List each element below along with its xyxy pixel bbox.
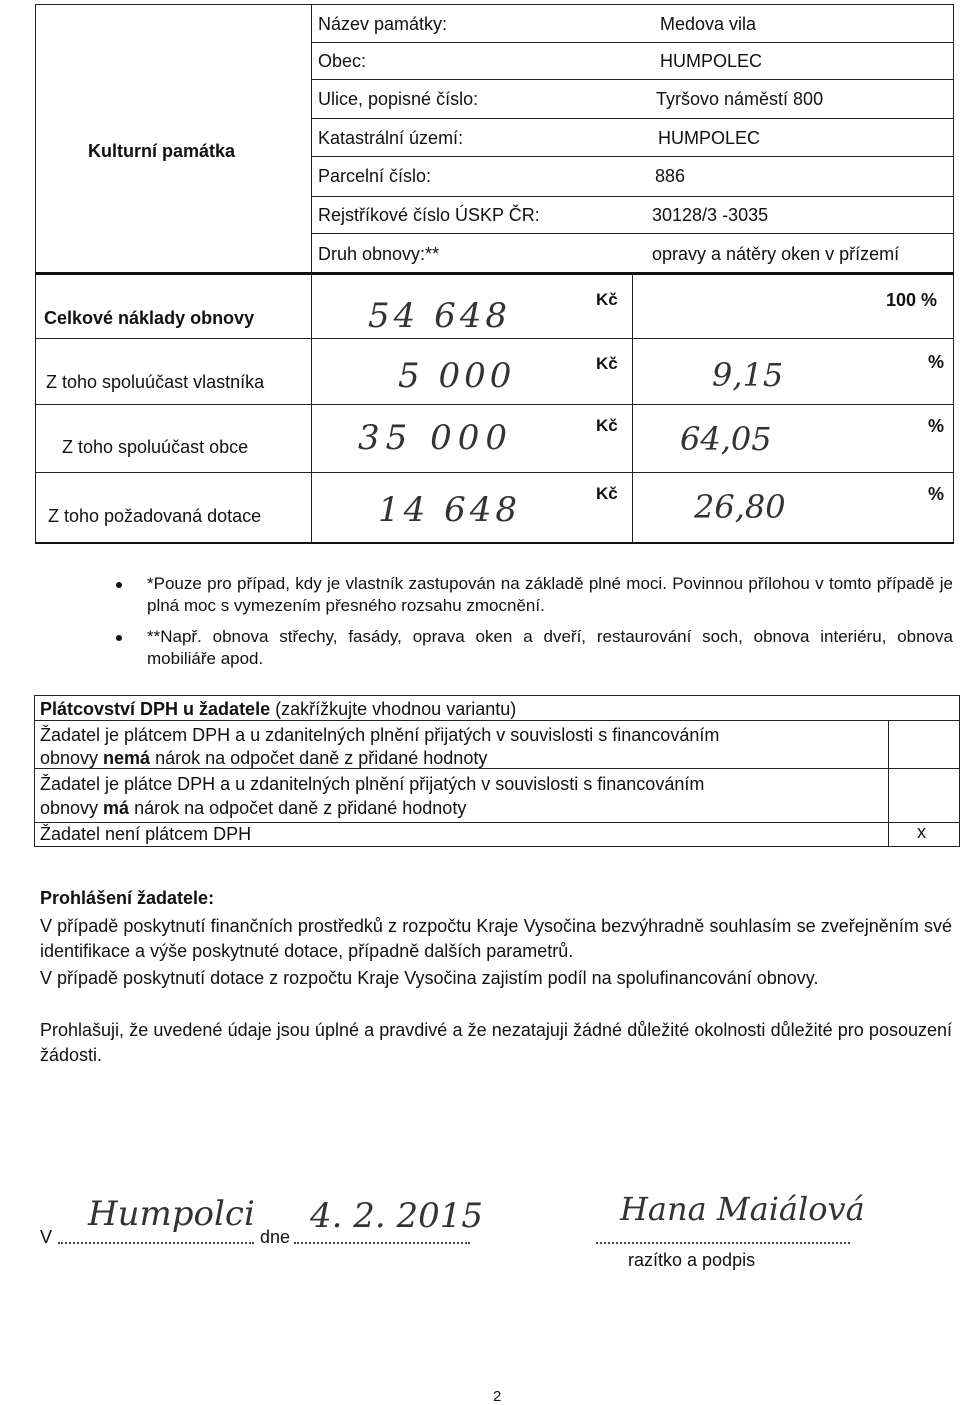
vat-option1-bold: nemá [103, 748, 151, 768]
vat-option1-post: nárok na odpočet daně z přidané hodnoty [150, 748, 488, 768]
value-katastr: HUMPOLEC [658, 128, 761, 148]
bullet-icon [116, 635, 122, 641]
vat-option2-line1: Žadatel je plátce DPH a u zdanitelných plnění přijatých v souvislosti s financováním [40, 774, 705, 794]
vat-option1-line1: Žadatel je plátcem DPH a u zdanitelných plnění přijatých v souvislosti s financováním [40, 725, 720, 745]
percent-municipality: 64,05 [680, 420, 772, 458]
cost-amount-owner: 5 000 [398, 356, 516, 396]
declaration-paragraph-2: V případě poskytnutí dotace z rozpočtu Kraje Vysočina zajistím podíl na spolufinancování obnovy. [40, 968, 819, 988]
vat-option-no-deduction[interactable] [40, 724, 886, 770]
note-proxy: *Pouze pro případ, kdy je vlastník zastupován na základě plné moci. Povinnou přílohou v tomto případě je plná moc s vymezením přesného rozsahu zmocnění. [147, 574, 953, 615]
percent-sign-subsidy: % [928, 484, 945, 504]
stamp-label: razítko a podpis [628, 1250, 756, 1270]
value-rejstrik: 30128/3 -3035 [652, 205, 769, 225]
note-renovation-types: **Např. obnova střechy, fasády, oprava oken a dveří, restaurování soch, obnova interiéru, obnova mobiliáře apod. [147, 627, 953, 668]
vat-option-non-payer-checkmark[interactable]: x [917, 822, 926, 842]
percent-total: 100 % [886, 290, 938, 310]
vat-option-non-payer[interactable]: Žadatel není plátcem DPH [40, 824, 252, 844]
currency-municipality: Kč [596, 416, 618, 435]
vat-option2-pre: obnovy [40, 798, 104, 818]
vat-option-deduction[interactable] [40, 772, 886, 820]
vat-option1-pre: obnovy [40, 748, 104, 768]
value-parcela: 886 [655, 166, 686, 186]
value-druh: opravy a nátěry oken v přízemí [652, 244, 900, 264]
percent-owner: 9,15 [712, 356, 784, 394]
date-prefix: dne [260, 1227, 291, 1247]
vat-heading-hint: (zakřížkujte vhodnou variantu) [275, 699, 517, 719]
page-number: 2 [493, 1388, 502, 1405]
place-prefix: V [40, 1227, 53, 1247]
value-ulice: Tyršovo náměstí 800 [656, 89, 824, 109]
label-nazev: Název památky: [318, 14, 448, 34]
vat-option2-post: nárok na odpočet daně z přidané hodnoty [129, 798, 467, 818]
cost-label-subsidy: Z toho požadovaná dotace [48, 506, 262, 526]
vat-option2-line2 [40, 796, 886, 820]
cost-amount-total: 54 648 [368, 296, 511, 336]
declaration-paragraph-3: Prohlašuji, že uvedené údaje jsou úplné a pravdivé a že nezatajuji žádné důležité okolnosti důležité pro posouzení žádosti. [40, 1020, 952, 1065]
declaration-paragraph-1: V případě poskytnutí finančních prostředků z rozpočtu Kraje Vysočina bezvýhradně souhlasím se zveřejněním své identifikace a výše poskytnuté dotace, případně dalších parametrů. [40, 916, 952, 961]
vat-option2-bold: má [103, 798, 130, 818]
label-obec: Obec: [318, 51, 367, 71]
currency-owner: Kč [596, 354, 618, 373]
percent-sign-municipality: % [928, 416, 945, 436]
vat-heading-title: Plátcovství DPH u žadatele [40, 699, 271, 719]
cost-label-municipality: Z toho spoluúčast obce [62, 437, 249, 457]
value-obec: HUMPOLEC [660, 51, 763, 71]
currency-total: Kč [596, 290, 618, 309]
signature-value[interactable]: Hana Maiálová [620, 1190, 865, 1228]
percent-sign-owner: % [928, 352, 945, 372]
cost-amount-subsidy: 14 648 [378, 490, 521, 530]
section-label: Kulturní památka [88, 141, 236, 161]
vat-option1-line2 [40, 747, 886, 770]
label-parcela: Parcelní číslo: [318, 166, 432, 186]
vat-heading [40, 699, 516, 720]
date-dotted-line [294, 1242, 470, 1244]
value-nazev: Medova vila [660, 14, 757, 34]
date-value[interactable]: 4. 2. 2015 [310, 1196, 484, 1236]
label-rejstrik: Rejstříkové číslo ÚSKP ČR: [318, 205, 540, 225]
signature-dotted-line [596, 1242, 850, 1244]
currency-subsidy: Kč [596, 484, 618, 503]
cost-label-owner: Z toho spoluúčast vlastníka [46, 372, 265, 392]
place-dotted-line [58, 1242, 254, 1244]
cost-label-total: Celkové náklady obnovy [44, 308, 255, 328]
place-value[interactable]: Humpolci [88, 1194, 255, 1234]
label-druh: Druh obnovy:** [318, 244, 440, 264]
label-ulice: Ulice, popisné číslo: [318, 89, 479, 109]
label-katastr: Katastrální území: [318, 128, 464, 148]
cost-amount-municipality: 35 000 [358, 418, 513, 458]
bullet-icon [116, 582, 122, 588]
declaration-heading: Prohlášení žadatele: [40, 888, 215, 908]
percent-subsidy: 26,80 [694, 488, 786, 526]
